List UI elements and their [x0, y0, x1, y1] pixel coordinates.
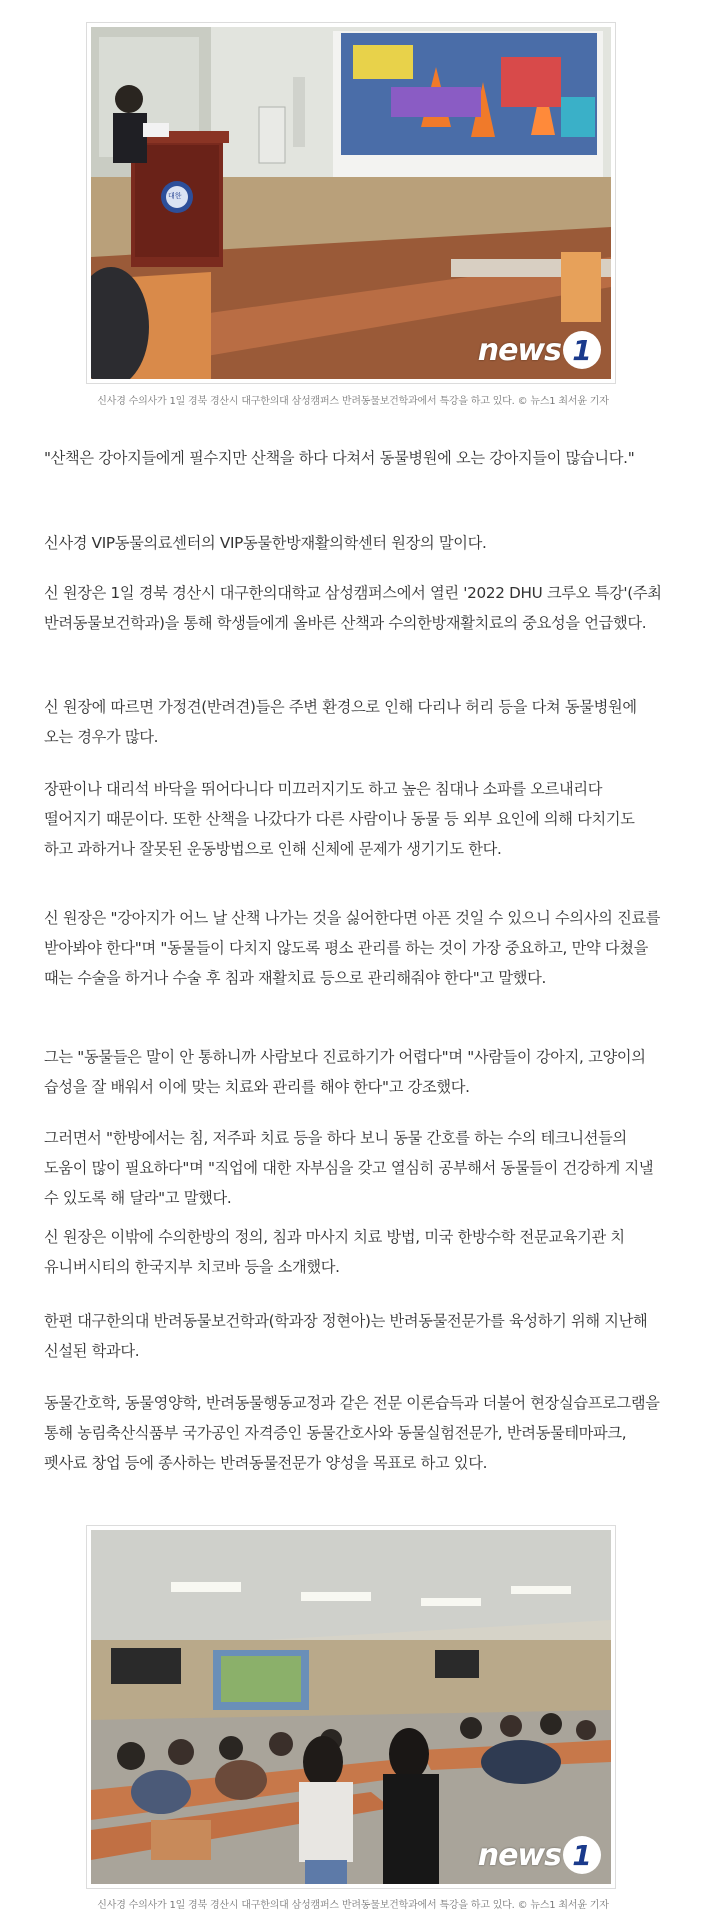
paragraph-11: 동물간호학, 동물영양학, 반려동물행동교정과 같은 전문 이론습득과 더불어 현장실습프로그램을 통해 농림축산식품부 국가공인 자격증인 동물간호사와 동물실험전문가, 반려동물테마파크, 펫사료 창업 등에 종사하는 반려동물전문가 양성을 목표로 하고 있다.: [44, 1394, 660, 1472]
paragraph-3: 신 원장은 1일 경북 경산시 대구한의대학교 삼성캠퍼스에서 열린 '2022 DHU 크루오 특강'(주최 반려동물보건학과)을 통해 학생들에게 올바른 산책과 수의한방재활치료의 중요성을 언급했다.: [44, 584, 662, 632]
paragraph-6: 신 원장은 "강아지가 어느 날 산책 나가는 것을 싫어한다면 아픈 것일 수 있으니 수의사의 진료를 받아봐야 한다"며 "동물들이 다치지 않도록 평소 관리를 하는 것이 가장 중요하고, 만약 다쳤을 때는 수술을 하거나 수술 후 침과 재활치료 등으로 관리해줘야 한다"고 말했다.: [44, 909, 661, 987]
photo-caption-1: 신사경 수의사가 1일 경북 경산시 대구한의대 삼성캠퍼스 반려동물보건학과에서 특강을 하고 있다. © 뉴스1 최서윤 기자: [97, 396, 609, 407]
photo-classroom-students-image: [91, 1530, 611, 1884]
article-photo-lecture: [86, 22, 616, 384]
paragraph-9: 신 원장은 이밖에 수의한방의 정의, 침과 마사지 치료 방법, 미국 한방수학 전문교육기관 치 유니버시티의 한국지부 치코바 등을 소개했다.: [44, 1228, 625, 1276]
paragraph-10: 한편 대구한의대 반려동물보건학과(학과장 정현아)는 반려동물전문가를 육성하기 위해 지난해 신설된 학과다.: [44, 1312, 648, 1360]
paragraph-5: 장판이나 대리석 바닥을 뛰어다니다 미끄러지기도 하고 높은 침대나 소파를 오르내리다 떨어지기 때문이다. 또한 산책을 나갔다가 다른 사람이나 동물 등 외부 요인에 의해 다치기도 하고 과하거나 잘못된 운동방법으로 인해 신체에 문제가 생기기도 한다.: [44, 780, 635, 858]
news1-logo-badge: 1: [563, 331, 601, 369]
photo-caption-2: 신사경 수의사가 1일 경북 경산시 대구한의대 삼성캠퍼스 반려동물보건학과에서 특강을 하고 있다. © 뉴스1 최서윤 기자: [97, 1900, 609, 1911]
paragraph-2: 신사경 VIP동물의료센터의 VIP동물한방재활의학센터 원장의 말이다.: [44, 534, 487, 552]
news1-logo-text: news: [477, 1837, 561, 1873]
photo-lecturer-at-podium-image: [91, 27, 611, 379]
news1-watermark: [478, 331, 601, 369]
paragraph-4: 신 원장에 따르면 가정견(반려견)들은 주변 환경으로 인해 다리나 허리 등을 다쳐 동물병원에 오는 경우가 많다.: [44, 698, 637, 746]
podium-emblem-text: 대한: [168, 192, 182, 200]
article-photo-classroom: [86, 1525, 616, 1889]
photo-classroom-students: [91, 1530, 611, 1884]
paragraph-7: 그는 "동물들은 말이 안 통하니까 사람보다 진료하기가 어렵다"며 "사람들이 강아지, 고양이의 습성을 잘 배워서 이에 맞는 치료와 관리를 해야 한다"고 강조했다.: [44, 1048, 646, 1096]
paragraph-1: "산책은 강아지들에게 필수지만 산책을 하다 다쳐서 동물병원에 오는 강아지들이 많습니다.": [44, 449, 635, 467]
news1-logo-badge: 1: [563, 1836, 601, 1874]
news1-logo-text: news: [477, 332, 561, 368]
paragraph-8: 그러면서 "한방에서는 침, 저주파 치료 등을 하다 보니 동물 간호를 하는 수의 테크니션들의 도움이 많이 필요하다"며 "직업에 대한 자부심을 갖고 열심히 공부해서 동물들이 건강하게 지낼 수 있도록 해 달라"고 말했다.: [44, 1129, 654, 1207]
photo-lecturer-at-podium: [91, 27, 611, 379]
news1-watermark: [478, 1836, 601, 1874]
